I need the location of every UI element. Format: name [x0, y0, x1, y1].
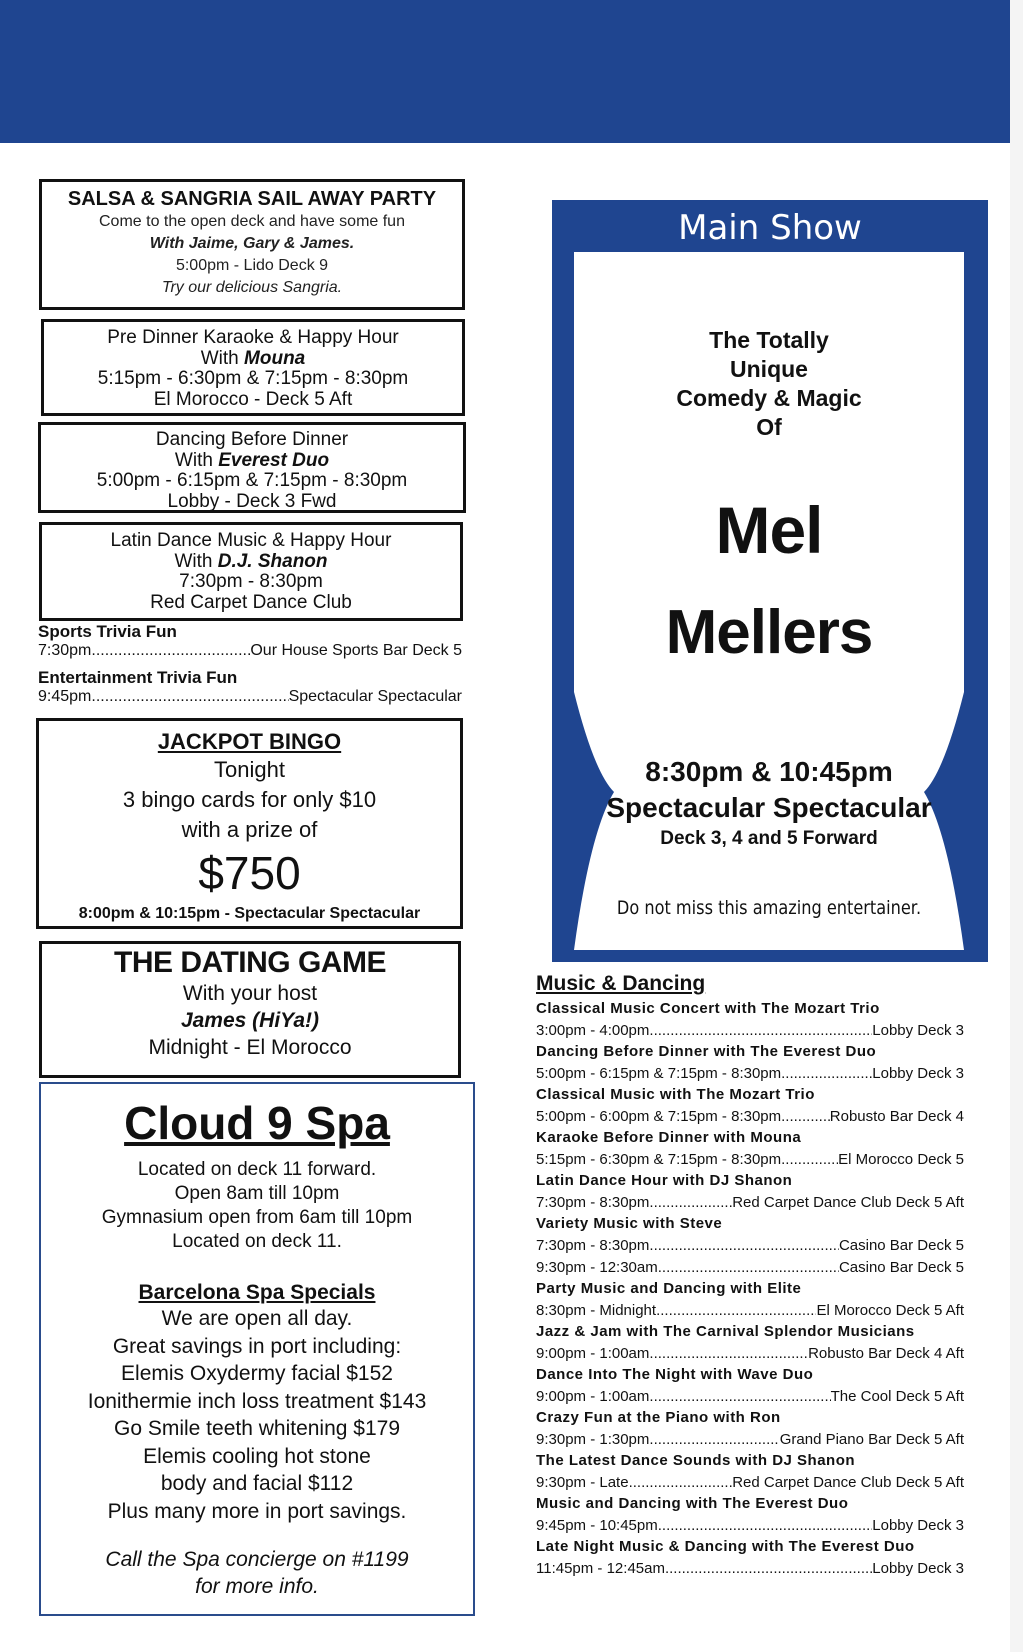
show-venue: Spectacular Spectacular — [606, 792, 932, 823]
karaoke-host: Mouna — [244, 347, 306, 369]
show-deck: Deck 3, 4 and 5 Forward — [660, 828, 878, 849]
spa-contact-more: for more info. — [195, 1575, 319, 1598]
music-item-row — [536, 1345, 964, 1362]
music-item-venue: El Morocco Deck 5 Aft — [816, 1302, 964, 1319]
dating-host: James (HiYa!) — [180, 1009, 320, 1032]
music-item-venue: Red Carpet Dance Club Deck 5 Aft — [732, 1194, 964, 1211]
intro-line: Comedy & Magic — [676, 385, 862, 411]
music-item-venue: Lobby Deck 3 — [872, 1022, 964, 1039]
spa-box — [39, 1082, 475, 1616]
music-item-time: 9:30pm - 1:30pm — [536, 1431, 650, 1448]
music-item-time: 5:00pm - 6:15pm & 7:15pm - 8:30pm — [536, 1065, 782, 1082]
leader-dots — [781, 1151, 838, 1168]
latin-dance-box — [39, 522, 463, 621]
dancing-host-line — [41, 451, 463, 472]
music-item-time: 5:00pm - 6:00pm & 7:15pm - 8:30pm — [536, 1108, 782, 1125]
music-item-time: 9:00pm - 1:00am — [536, 1388, 650, 1405]
music-item-title: Classical Music Concert with The Mozart Trio — [536, 1000, 880, 1017]
spa-specials-title: Barcelona Spa Specials — [138, 1281, 376, 1304]
leader-dots — [91, 688, 288, 706]
bingo-line3: with a prize of — [181, 817, 318, 842]
dancing-title: Dancing Before Dinner — [155, 429, 349, 450]
dancing-box — [38, 422, 466, 513]
entertainment-trivia-time: 9:45pm — [38, 688, 92, 705]
spa-offer: Great savings in port including: — [112, 1334, 402, 1358]
salsa-time: 5:00pm - Lido Deck 9 — [175, 257, 329, 274]
music-dancing-section — [536, 972, 964, 1581]
salsa-hosts: With Jaime, Gary & James. — [149, 235, 355, 252]
music-item-time: 9:00pm - 1:00am — [536, 1345, 650, 1362]
leader-dots — [665, 1560, 872, 1577]
music-item-title: Variety Music with Steve — [536, 1215, 723, 1232]
dancing-venue: Lobby - Deck 3 Fwd — [167, 490, 337, 512]
latin-title: Latin Dance Music & Happy Hour — [110, 530, 392, 551]
intro-line: The Totally — [709, 327, 829, 353]
leader-dots — [781, 1065, 872, 1082]
leader-dots — [649, 1237, 839, 1254]
main-show-panel — [552, 200, 988, 962]
entertainment-trivia-venue: Spectacular Spectacular — [288, 688, 462, 705]
with-label: With — [174, 449, 213, 471]
latin-venue: Red Carpet Dance Club — [150, 591, 352, 613]
dancing-time: 5:00pm - 6:15pm & 7:15pm - 8:30pm — [96, 470, 408, 491]
sports-trivia — [38, 622, 462, 660]
leader-dots — [658, 1517, 873, 1534]
music-item-row — [536, 1194, 964, 1211]
karaoke-host-line — [44, 349, 462, 370]
music-item-row — [536, 1065, 964, 1082]
music-item-title: Karaoke Before Dinner with Mouna — [536, 1129, 802, 1146]
music-item-title: Late Night Music & Dancing with The Everest Duo — [536, 1538, 915, 1555]
performer-last-name: Mellers — [665, 598, 873, 667]
spa-info: Located on deck 11 forward. — [137, 1159, 377, 1180]
sports-trivia-venue: Our House Sports Bar Deck 5 — [250, 642, 462, 659]
bingo-prize: $750 — [198, 847, 301, 899]
bingo-footer: 8:00pm & 10:15pm - Spectacular Spectacular — [78, 905, 421, 922]
intro-line: Of — [756, 414, 782, 440]
music-item-row — [536, 1259, 964, 1276]
music-item-venue: Lobby Deck 3 — [872, 1517, 964, 1534]
music-list — [536, 1000, 964, 1577]
music-item-title: Party Music and Dancing with Elite — [536, 1280, 802, 1297]
spa-contact: Call the Spa concierge on #1199 — [105, 1548, 409, 1571]
leader-dots — [91, 642, 250, 660]
latin-host: D.J. Shanon — [217, 550, 328, 572]
main-show-heading: Main Show — [678, 208, 862, 248]
page-edge — [1010, 0, 1023, 1652]
music-item-time: 11:45pm - 12:45am — [536, 1560, 665, 1577]
music-item-venue: Grand Piano Bar Deck 5 Aft — [779, 1431, 964, 1448]
spa-info: Located on deck 11. — [172, 1231, 342, 1252]
show-note: Do not miss this amazing entertainer. — [616, 897, 922, 919]
spa-offer: Elemis cooling hot stone — [143, 1444, 371, 1468]
spa-offer: body and facial $112 — [160, 1472, 354, 1495]
music-item-title: Classical Music with The Mozart Trio — [536, 1086, 815, 1103]
leader-dots — [649, 1431, 779, 1448]
spa-offer: We are open all day. — [161, 1307, 353, 1330]
music-item-title: Jazz & Jam with The Carnival Splendor Musicians — [536, 1323, 915, 1340]
spa-offer: Plus many more in port savings. — [107, 1499, 407, 1523]
music-item-venue: The Cool Deck 5 Aft — [830, 1388, 964, 1405]
music-item-time: 7:30pm - 8:30pm — [536, 1194, 650, 1211]
music-item-venue: Robusto Bar Deck 4 Aft — [808, 1345, 964, 1362]
spa-offer: Elemis Oxydermy facial $152 — [121, 1362, 393, 1385]
salsa-line1: Come to the open deck and have some fun — [99, 213, 405, 230]
show-time: 8:30pm & 10:45pm — [645, 756, 893, 787]
entertainment-trivia-title: Entertainment Trivia Fun — [38, 668, 238, 687]
dancing-host: Everest Duo — [218, 449, 330, 471]
music-item-row — [536, 1560, 964, 1577]
music-item-row — [536, 1474, 964, 1491]
music-item-time: 7:30pm - 8:30pm — [536, 1237, 650, 1254]
bingo-line2: 3 bingo cards for only $10 — [122, 787, 377, 812]
leader-dots — [649, 1388, 830, 1405]
music-item-venue: Lobby Deck 3 — [872, 1560, 964, 1577]
leader-dots — [649, 1194, 732, 1211]
music-item-time: 5:15pm - 6:30pm & 7:15pm - 8:30pm — [536, 1151, 782, 1168]
performer-first-name: Mel — [715, 493, 823, 567]
music-item-row — [536, 1388, 964, 1405]
intro-line: Unique — [730, 356, 808, 382]
latin-host-line — [42, 552, 460, 573]
music-item-time: 9:30pm - 12:30am — [536, 1259, 658, 1276]
music-item-title: The Latest Dance Sounds with DJ Shanon — [536, 1452, 856, 1469]
sports-trivia-row — [38, 642, 462, 660]
dating-game-box — [39, 941, 461, 1078]
jackpot-bingo-box — [36, 718, 463, 929]
leader-dots — [649, 1022, 872, 1039]
music-item-title: Dance Into The Night with Wave Duo — [536, 1366, 814, 1383]
music-item-venue: El Morocco Deck 5 — [838, 1151, 964, 1168]
bingo-line1: Tonight — [214, 757, 285, 782]
music-item-title: Crazy Fun at the Piano with Ron — [536, 1409, 781, 1426]
spa-info: Gymnasium open from 6am till 10pm — [101, 1207, 413, 1228]
header-bar — [0, 0, 1010, 143]
main-show-stage — [574, 252, 964, 950]
leader-dots — [781, 1108, 830, 1125]
salsa-title: SALSA & SANGRIA SAIL AWAY PARTY — [67, 188, 437, 210]
music-item-row — [536, 1151, 964, 1168]
spa-info: Open 8am till 10pm — [174, 1183, 340, 1204]
music-item-row — [536, 1237, 964, 1254]
main-show-intro — [574, 326, 964, 442]
music-item-time: 8:30pm - Midnight — [536, 1302, 657, 1319]
leader-dots — [649, 1345, 808, 1362]
music-item-venue: Lobby Deck 3 — [872, 1065, 964, 1082]
music-item-time: 9:45pm - 10:45pm — [536, 1517, 658, 1534]
leader-dots — [629, 1474, 733, 1491]
latin-time: 7:30pm - 8:30pm — [179, 571, 323, 592]
music-item-title: Latin Dance Hour with DJ Shanon — [536, 1172, 793, 1189]
salsa-note: Try our delicious Sangria. — [161, 279, 343, 296]
sports-trivia-title: Sports Trivia Fun — [38, 622, 177, 641]
leader-dots — [656, 1302, 816, 1319]
karaoke-venue: El Morocco - Deck 5 Aft — [153, 388, 353, 410]
karaoke-box — [41, 319, 465, 416]
entertainment-trivia-row — [38, 688, 462, 706]
music-item-row — [536, 1302, 964, 1319]
sports-trivia-time: 7:30pm — [38, 642, 92, 659]
spa-offer: Ionithermie inch loss treatment $143 — [87, 1389, 427, 1413]
music-item-venue: Red Carpet Dance Club Deck 5 Aft — [732, 1474, 964, 1491]
with-label: With — [200, 347, 239, 369]
music-item-row — [536, 1108, 964, 1125]
karaoke-time: 5:15pm - 6:30pm & 7:15pm - 8:30pm — [97, 368, 409, 389]
leader-dots — [658, 1259, 839, 1276]
salsa-party-box — [39, 179, 465, 310]
entertainment-trivia — [38, 668, 462, 706]
dating-line1: With your host — [182, 982, 318, 1005]
spa-title: Cloud 9 Spa — [124, 1097, 390, 1149]
music-item-time: 9:30pm - Late — [536, 1474, 629, 1491]
bingo-title: JACKPOT BINGO — [157, 729, 342, 754]
music-item-row — [536, 1431, 964, 1448]
music-item-time: 3:00pm - 4:00pm — [536, 1022, 650, 1039]
dating-title: THE DATING GAME — [114, 946, 386, 979]
with-label: With — [174, 550, 213, 572]
music-item-title: Music and Dancing with The Everest Duo — [536, 1495, 849, 1512]
dating-time: Midnight - El Morocco — [148, 1036, 352, 1059]
music-item-venue: Robusto Bar Deck 4 — [829, 1108, 964, 1125]
music-item-venue: Casino Bar Deck 5 — [838, 1237, 964, 1254]
music-title: Music & Dancing — [536, 972, 706, 995]
music-item-row — [536, 1022, 964, 1039]
music-item-title: Dancing Before Dinner with The Everest Duo — [536, 1043, 877, 1060]
music-item-venue: Casino Bar Deck 5 — [838, 1259, 964, 1276]
spa-offer: Go Smile teeth whitening $179 — [113, 1417, 400, 1440]
music-item-row — [536, 1517, 964, 1534]
karaoke-title: Pre Dinner Karaoke & Happy Hour — [107, 327, 399, 348]
